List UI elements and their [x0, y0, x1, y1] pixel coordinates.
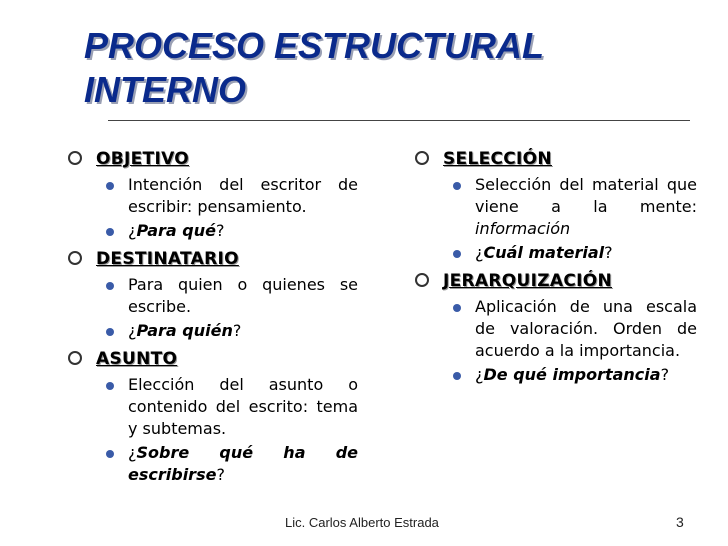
question-open: ¿: [475, 365, 484, 384]
sub-bullet: [96, 374, 358, 440]
question-open: ¿: [128, 443, 137, 462]
dot-bullet-icon: [106, 228, 114, 236]
dot-bullet-icon: [106, 328, 114, 336]
footer-author: Lic. Carlos Alberto Estrada: [285, 515, 439, 530]
left-column: [68, 146, 358, 490]
dot-bullet-icon: [453, 372, 461, 380]
dot-bullet-icon: [106, 182, 114, 190]
ring-bullet-icon: [415, 151, 429, 165]
sub-bullet-question: [96, 220, 358, 242]
question-open: ¿: [128, 321, 137, 340]
dot-bullet-icon: [453, 304, 461, 312]
sub-bullet-text: Aplicación de una escala de valoración. Orden de acuerdo a la importancia.: [475, 297, 697, 360]
dot-bullet-icon: [453, 182, 461, 190]
page-number: 3: [676, 514, 684, 530]
sub-bullet-text: Intención del escritor de escribir: pensamiento.: [128, 175, 358, 216]
sub-bullet-question: [96, 320, 358, 342]
question-close: ?: [216, 465, 225, 484]
sub-bullet-question: [443, 242, 697, 264]
question-open: ¿: [475, 243, 484, 262]
bullet-jerarquizacion: [415, 268, 697, 386]
emphasis-text: información: [475, 219, 571, 238]
title-divider: [108, 120, 690, 121]
ring-bullet-icon: [68, 151, 82, 165]
slide-title: [84, 24, 684, 112]
question-close: ?: [604, 243, 613, 262]
right-column: [415, 146, 697, 390]
dot-bullet-icon: [453, 250, 461, 258]
bullet-objetivo: [68, 146, 358, 242]
bullet-seleccion: [415, 146, 697, 264]
sub-bullet: [96, 274, 358, 318]
sub-bullet: [443, 296, 697, 362]
question-text: Para qué: [136, 221, 216, 240]
dot-bullet-icon: [106, 450, 114, 458]
question-close: ?: [232, 321, 242, 340]
heading-asunto: ASUNTO: [96, 349, 178, 369]
title-line-2: INTERNO: [84, 69, 246, 110]
question-open: ¿: [128, 221, 137, 240]
sub-bullet-question: [96, 442, 358, 486]
sub-bullet-text: Para quien o quienes se escribe.: [128, 275, 358, 316]
sub-bullet-text: Selección del material que viene a la mente:: [475, 175, 697, 216]
sub-bullet-question: [443, 364, 697, 386]
heading-destinatario: DESTINATARIO: [96, 249, 239, 269]
sub-bullet: [96, 174, 358, 218]
heading-objetivo: OBJETIVO: [96, 149, 189, 169]
question-close: ?: [215, 221, 225, 240]
heading-seleccion: SELECCIÓN: [443, 149, 552, 169]
question-text: De qué importancia: [483, 365, 661, 384]
bullet-asunto: [68, 346, 358, 486]
question-close: ?: [660, 365, 670, 384]
heading-jerarquizacion: JERARQUIZACIÓN: [443, 271, 613, 291]
sub-bullet: [443, 174, 697, 240]
ring-bullet-icon: [415, 273, 429, 287]
question-text: Cuál material: [483, 243, 605, 262]
question-text: Sobre qué ha de escribirse: [128, 443, 358, 484]
question-text: Para quién: [136, 321, 233, 340]
sub-bullet-text: Elección del asunto o contenido del escrito: tema y subtemas.: [128, 375, 358, 438]
title-line-1: PROCESO ESTRUCTURAL: [84, 25, 545, 66]
bullet-destinatario: [68, 246, 358, 342]
dot-bullet-icon: [106, 382, 114, 390]
dot-bullet-icon: [106, 282, 114, 290]
ring-bullet-icon: [68, 351, 82, 365]
ring-bullet-icon: [68, 251, 82, 265]
